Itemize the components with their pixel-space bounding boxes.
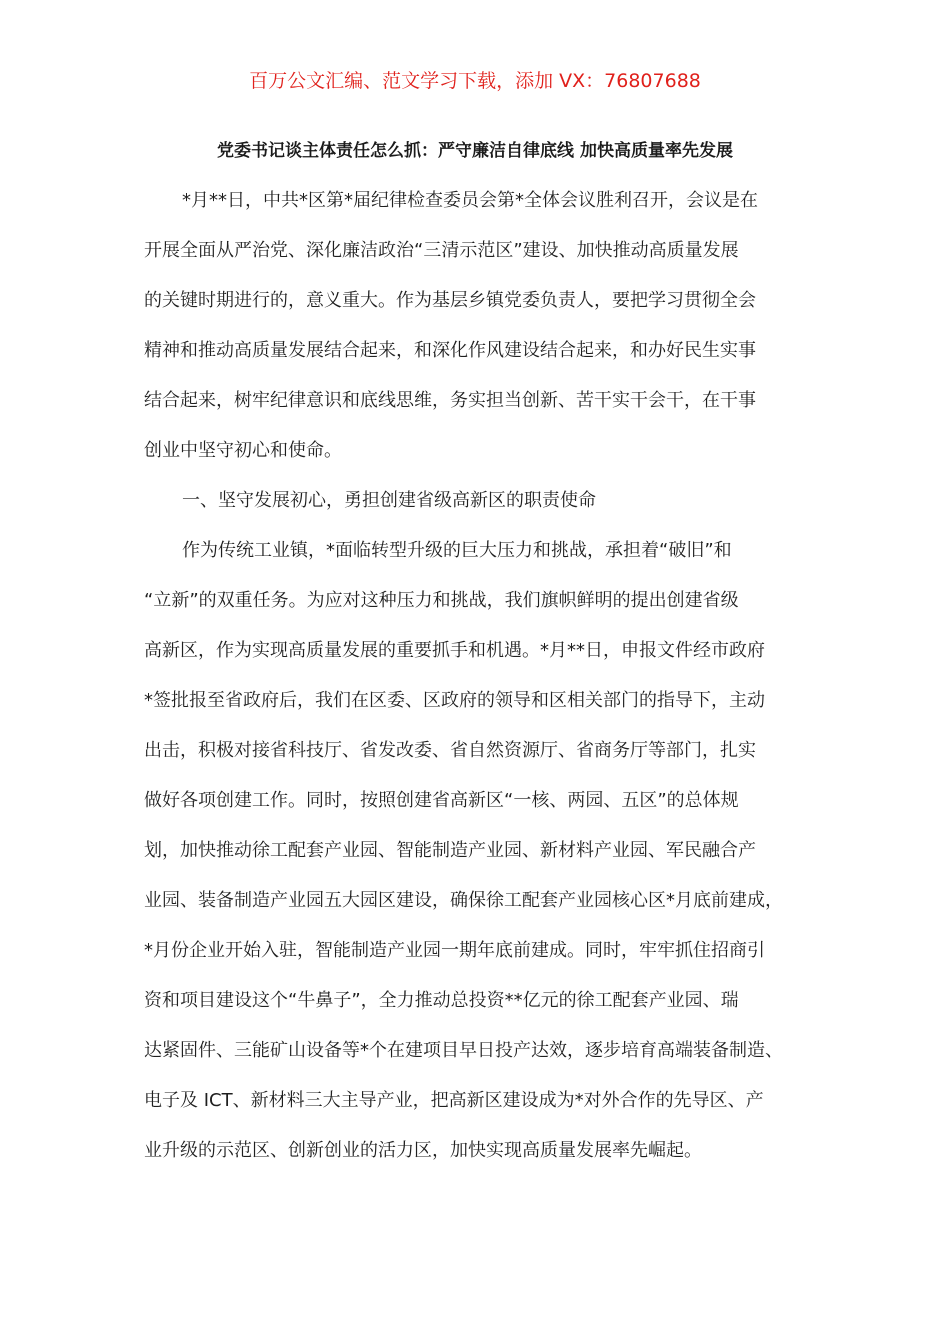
text-line: 结合起来，树牢纪律意识和底线思维，务实担当创新、苦干实干会干，在干事 [144, 390, 756, 411]
text-line: 精神和推动高质量发展结合起来，和深化作风建设结合起来，和办好民生实事 [144, 340, 756, 361]
section-heading [144, 478, 820, 528]
text-line: *月**日，中共*区第*届纪律检查委员会第*全体会议胜利召开，会议是在 [182, 190, 758, 211]
text-line: 高新区，作为实现高质量发展的重要抓手和机遇。*月**日，申报文件经市政府 [144, 640, 765, 661]
text-line: *月份企业开始入驻，智能制造产业园一期年底前建成。同时，牢牢抓住招商引 [144, 940, 765, 961]
text-line: 划，加快推动徐工配套产业园、智能制造产业园、新材料产业园、军民融合产 [144, 840, 756, 861]
text-line: 出击，积极对接省科技厅、省发改委、省自然资源厅、省商务厅等部门，扎实 [144, 740, 756, 761]
text-line: 开展全面从严治党、深化廉洁政治“三清示范区”建设、加快推动高质量发展 [144, 240, 739, 261]
header-watermark-text: 百万公文汇编、范文学习下载，添加 VX：76807688 [249, 70, 701, 92]
text-line: 达紧固件、三能矿山设备等*个在建项目早日投产达效，逐步培育高端装备制造、 [144, 1040, 783, 1061]
text-line: 资和项目建设这个“牛鼻子”，全力推动总投资**亿元的徐工配套产业园、瑞 [144, 990, 739, 1011]
document-body [144, 178, 820, 1178]
text-line: 业升级的示范区、创新创业的活力区，加快实现高质量发展率先崛起。 [144, 1140, 702, 1161]
text-line: 业园、装备制造产业园五大园区建设，确保徐工配套产业园核心区*月底前建成， [144, 890, 783, 911]
text-line: 作为传统工业镇，*面临转型升级的巨大压力和挑战，承担着“破旧”和 [182, 540, 732, 561]
text-line: 电子及 ICT、新材料三大主导产业，把高新区建设成为*对外合作的先导区、产 [144, 1090, 764, 1111]
text-line: 做好各项创建工作。同时，按照创建省高新区“一核、两园、五区”的总体规 [144, 790, 739, 811]
document-title: 党委书记谈主体责任怎么抓：严守廉洁自律底线 加快高质量率先发展 [217, 141, 733, 161]
text-line: *签批报至省政府后，我们在区委、区政府的领导和区相关部门的指导下，主动 [144, 690, 765, 711]
section-heading-text: 一、坚守发展初心，勇担创建省级高新区的职责使命 [182, 490, 596, 511]
text-line: “立新”的双重任务。为应对这种压力和挑战，我们旗帜鲜明的提出创建省级 [144, 590, 739, 611]
paragraph-intro [144, 178, 820, 478]
text-line: 创业中坚守初心和使命。 [144, 440, 342, 461]
text-line: 的关键时期进行的，意义重大。作为基层乡镇党委负责人，要把学习贯彻全会 [144, 290, 756, 311]
paragraph-body [144, 528, 820, 1178]
